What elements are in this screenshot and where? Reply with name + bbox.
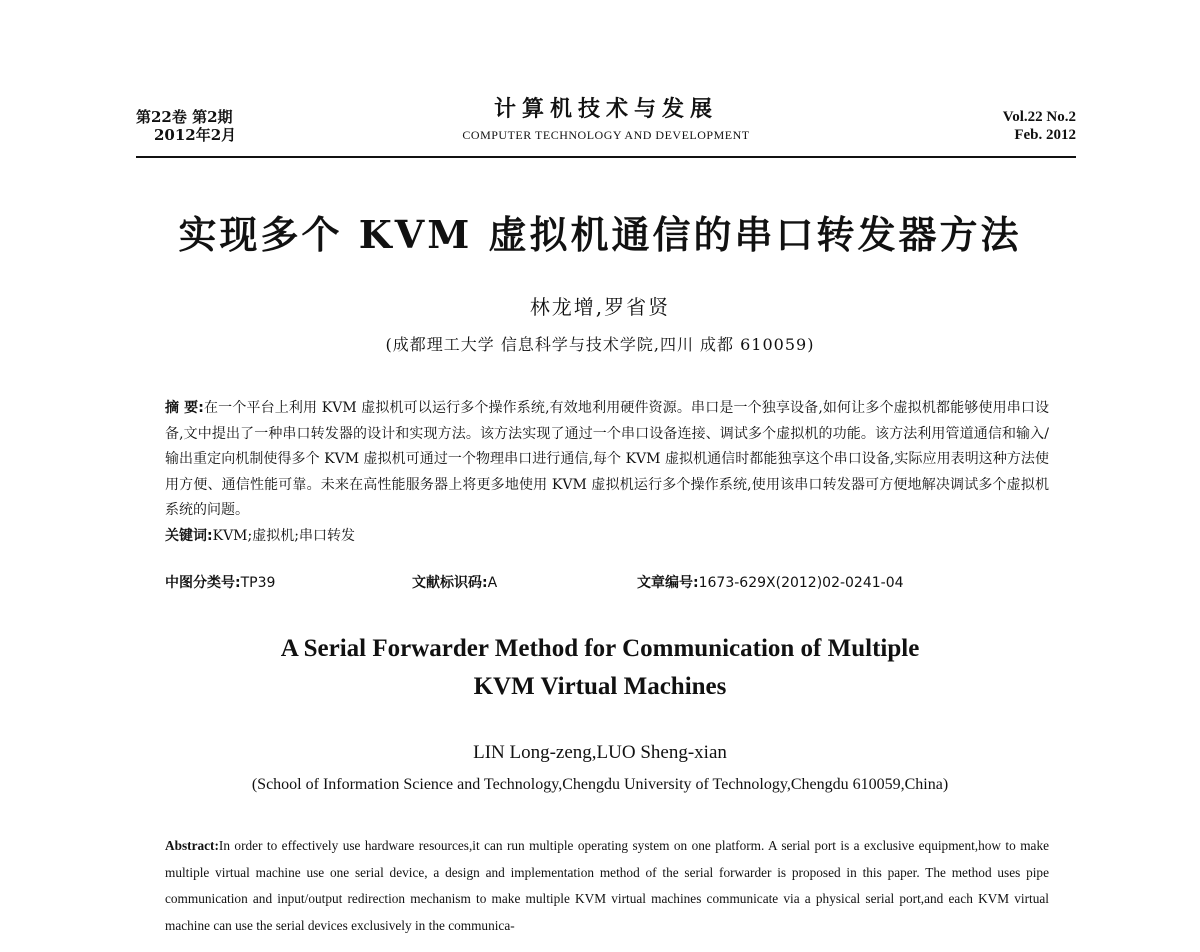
header-rule: [136, 156, 1076, 158]
paper-title-en-line2: KVM Virtual Machines: [473, 673, 727, 700]
abstract-cn-text: 在一个平台上利用 KVM 虚拟机可以运行多个操作系统,有效地利用硬件资源。串口是一个独享设备,如何让多个虚拟机都能够使用串口设备,文中提出了一种串口转发器的设计和实现方法。该方法实现了通过一个串口设备连接、调试多个虚拟机的功能。该方法利用管道通信和输入/输出重定向机制使得多个 KVM 虚拟机可通过一个物理串口进行通信,每个 KVM 虚拟机通信时都能独享这个串口设备,实际应用表明这种方法使用方便、通信性能可靠。未来在高性能服务器上将更多地使用 KVM 虚拟机运行多个操作系统,使用该串口转发器可方便地解决调试多个虚拟机系统的问题。: [165, 400, 1050, 518]
volume-issue-en: Vol.22 No.2: [1002, 109, 1076, 125]
clc-value: TP39: [240, 575, 276, 591]
date-cn: 2012年2月: [154, 126, 237, 144]
journal-name-cn: 计算机技术与发展: [493, 96, 718, 122]
volume-issue-cn: 第22卷 第2期: [136, 108, 233, 126]
journal-header: [136, 96, 1076, 158]
article-no-label: 文章编号:: [637, 575, 699, 591]
authors-cn: 林龙增,罗省贤: [529, 295, 671, 319]
affiliation-cn: (成都理工大学 信息科学与技术学院,四川 成都 610059): [385, 335, 815, 354]
keywords-cn-text: KVM;虚拟机;串口转发: [212, 527, 355, 544]
paper-title-cn: 实现多个 KVM 虚拟机通信的串口转发器方法: [178, 212, 1022, 257]
paper-title-en-line1: A Serial Forwarder Method for Communication of Multiple: [280, 635, 920, 662]
abstract-en: [165, 833, 1049, 939]
abstract-cn-label: 摘 要:: [165, 400, 204, 416]
affiliation-en: (School of Information Science and Technology,Chengdu University of Technology,Chengdu 610059,China): [251, 776, 949, 793]
abstract-en-label: Abstract:: [165, 838, 219, 853]
paper-title-en: [0, 630, 1200, 706]
doc-code-label: 文献标识码:: [412, 575, 488, 591]
date-en: Feb. 2012: [1014, 127, 1076, 143]
doc-code-value: A: [487, 575, 498, 591]
clc-label: 中图分类号:: [165, 575, 241, 591]
abstract-cn: [165, 396, 1049, 549]
header-right: [1003, 108, 1076, 144]
article-no-value: 1673-629X(2012)02-0241-04: [698, 575, 904, 591]
authors-en: LIN Long-zeng,LUO Sheng-xian: [473, 742, 727, 763]
keywords-cn-label: 关键词:: [165, 527, 213, 544]
abstract-en-text: In order to effectively use hardware resources,it can run multiple operating system on one platform. A serial port is a exclusive equipment,how to make multiple virtual machine use one serial device, a design and implementation method of the serial forwarder is proposed in this paper. The method uses pipe communication and input/output redirection mechanism to make multiple KVM virtual machines communicate via a physical serial port,and each KVM virtual machine can use the serial devices exclusively in the communica-: [165, 838, 1049, 933]
header-center: [136, 96, 1076, 143]
journal-name-en: COMPUTER TECHNOLOGY AND DEVELOPMENT: [462, 128, 750, 142]
